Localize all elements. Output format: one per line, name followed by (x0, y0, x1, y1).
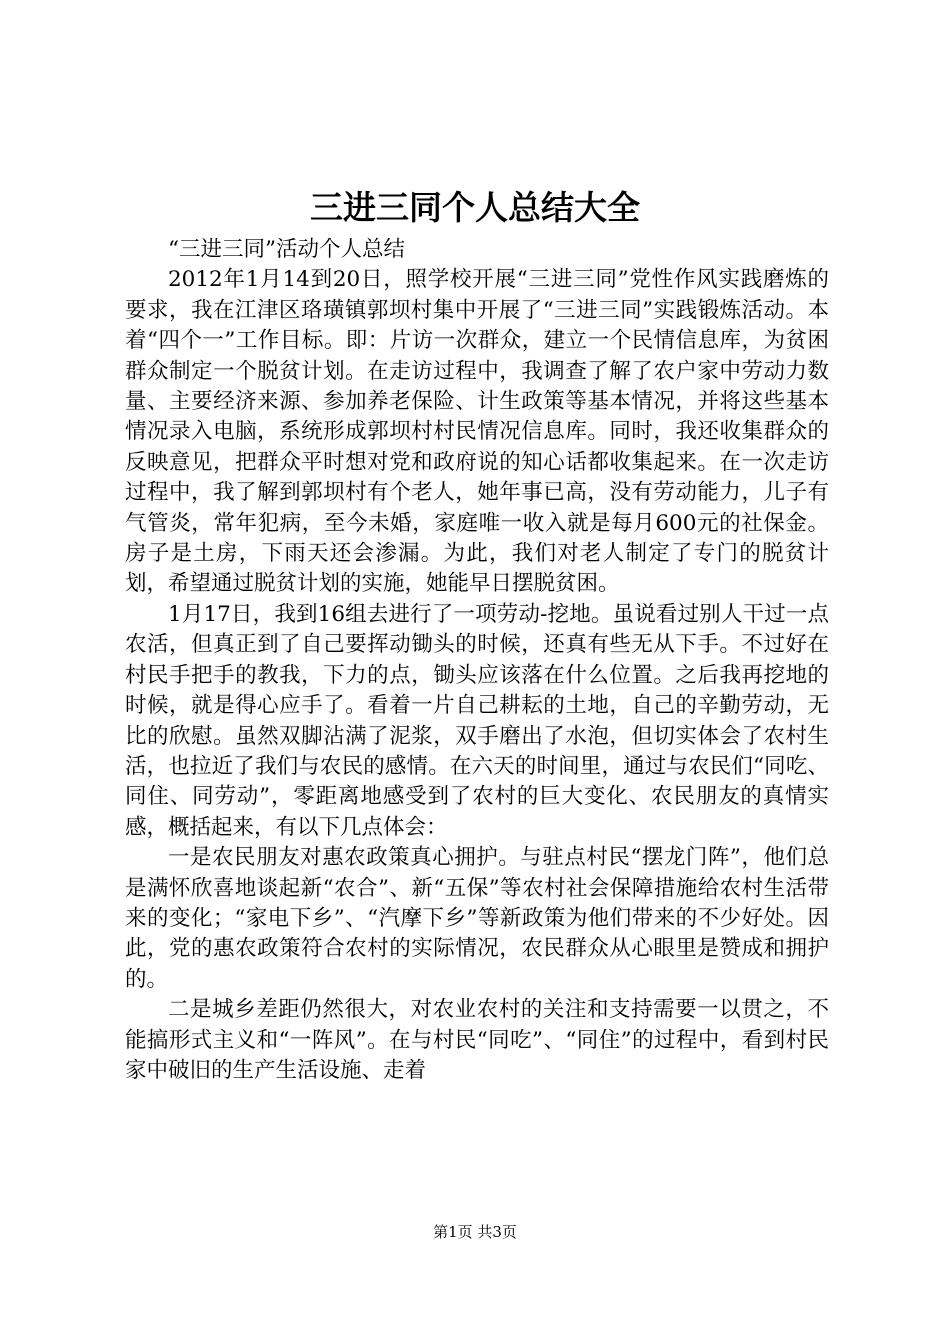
document-title: 三进三同个人总结大全 (310, 188, 640, 227)
body-paragraph: 1月17日，我到16组去进行了一项劳动-挖地。虽说看过别人干过一点农活，但真正到了自己要挥动锄头的时候，还真有些无从下手。不过好在村民手把手的教我，下力的点，锄头应该落在什么位置。之后我再挖地的时候，就是得心应手了。看着一片自己耕耘的土地，自己的辛勤劳动，无比的欣慰。虽然双脚沾满了泥浆，双手磨出了水泡，但切实体会了农村生活，也拉近了我们与农民的感情。在六天的时间里，通过与农民们“同吃、同住、同劳动”，零距离地感受到了农村的巨大变化、农民朋友的真情实感，概括起来，有以下几点体会： (125, 601, 829, 840)
page-footer: 第1页 共3页 (433, 1223, 517, 1241)
document-body (125, 235, 829, 1086)
body-paragraph: 2012年1月14到20日，照学校开展“三进三同”党性作风实践磨炼的要求，我在江津区珞璜镇郭坝村集中开展了“三进三同”实践锻炼活动。本着“四个一”工作目标。即：片访一次群众，建立一个民情信息库，为贫困群众制定一个脱贫计划。在走访过程中，我调查了解了农户家中劳动力数量、主要经济来源、参加养老保险、计生政策等基本情况，并将这些基本情况录入电脑，系统形成郭坝村村民情况信息库。同时，我还收集群众的反映意见，把群众平时想对党和政府说的知心话都收集起来。在一次走访过程中，我了解到郭坝村有个老人，她年事已高，没有劳动能力，儿子有气管炎，常年犯病，至今未婚，家庭唯一收入就是每月600元的社保金。房子是土房，下雨天还会渗漏。为此，我们对老人制定了专门的脱贫计划，希望通过脱贫计划的实施，她能早日摆脱贫困。 (125, 267, 829, 597)
body-paragraph: 一是农民朋友对惠农政策真心拥护。与驻点村民“摆龙门阵”，他们总是满怀欣喜地谈起新“农合”、新“五保”等农村社会保障措施给农村生活带来的变化；“家电下乡”、“汽摩下乡”等新政策为他们带来的不少好处。因此，党的惠农政策符合农村的实际情况，农民群众从心眼里是赞成和拥护的。 (125, 845, 829, 992)
body-paragraph: 二是城乡差距仍然很大，对农业农村的关注和支持需要一以贯之，不能搞形式主义和“一阵风”。在与村民“同吃”、“同住”的过程中，看到村民家中破旧的生产生活设施、走着 (125, 997, 829, 1083)
subtitle-paragraph: “三进三同”活动个人总结 (168, 237, 405, 262)
